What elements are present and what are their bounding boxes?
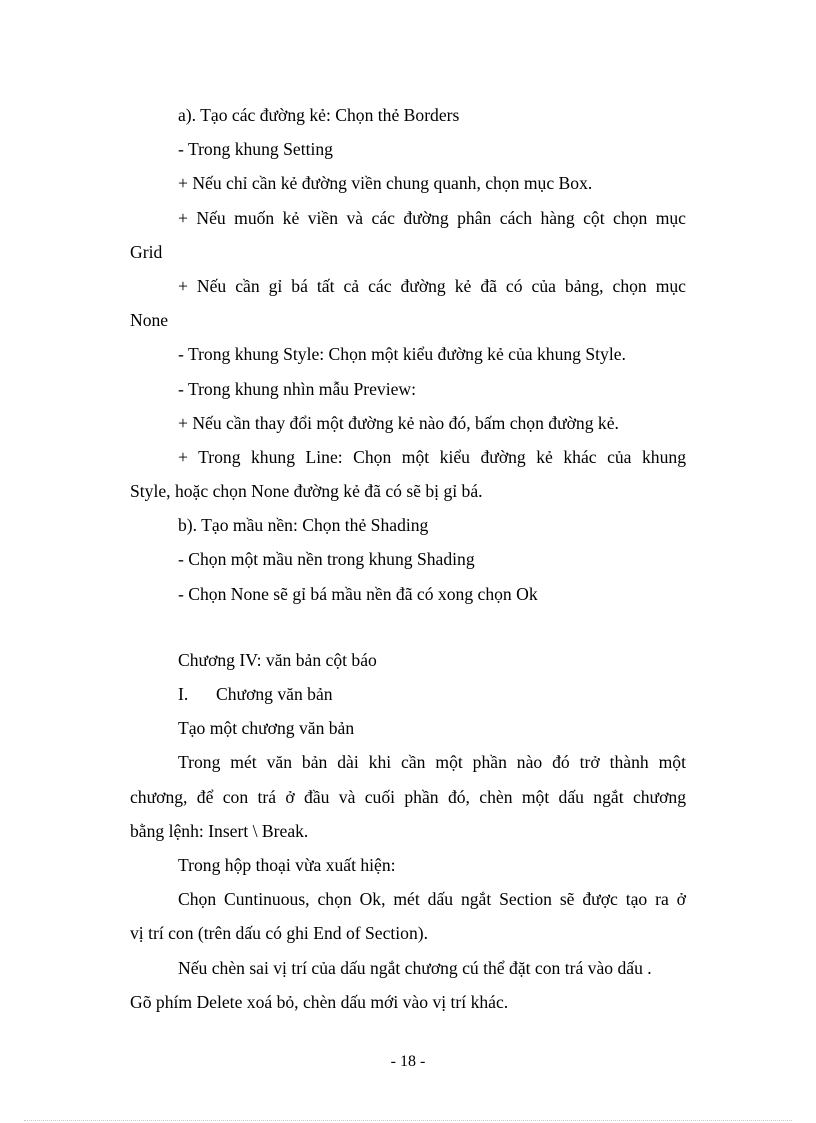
chapter-para-line1: Trong mét văn bản dài khi cần một phần nào đó trở thành một [178,752,686,773]
page-body [130,98,686,1019]
none-option-line1: + Nếu cần gỉ bá tất cả các đường kẻ đã có của bảng, chọn mục [178,275,686,296]
dialog-para: Trong hộp thoại vừa xuất hiện: [178,854,396,875]
chapter-para-line3: bằng lệnh: Insert \ Break. [130,820,309,841]
box-option: + Nếu chỉ cần kẻ đường viền chung quanh, chọn mục Box. [178,173,593,194]
subsection-title: Tạo một chương văn bản [178,718,355,739]
section-number: I. [178,684,189,704]
setting-item: - Trong khung Setting [178,139,333,160]
preview-item: - Trong khung nhìn mẫu Preview: [178,378,417,399]
shading-item: - Chọn một mầu nền trong khung Shading [178,549,475,570]
page-number: - 18 - [390,1053,426,1070]
change-line-option: + Nếu cần thay đổi một đường kẻ nào đó, bấm chọn đường kẻ. [178,412,619,433]
spacer [130,611,686,643]
grid-option-line2: Grid [130,241,163,262]
delete-para-line1: Nếu chèn sai vị trí của dấu ngắt chương cú thể đặt con trá vào dấu . [178,957,652,978]
line-option-line2: Style, hoặc chọn None đường kẻ đã có sẽ bị gỉ bá. [130,481,483,502]
style-item: - Trong khung Style: Chọn một kiểu đường kẻ của khung Style. [178,344,626,365]
delete-para-line2: Gõ phím Delete xoá bỏ, chèn dấu mới vào vị trí khác. [130,991,509,1012]
chapter-para-line2: chương, để con trá ở đầu và cuối phần đó, chèn một dấu ngắt chương [130,786,686,807]
grid-option-line1: + Nếu muốn kẻ viền và các đường phân cách hàng cột chọn mục [178,207,686,228]
page-bottom-divider [24,1120,792,1121]
continuous-para-line2: vị trí con (trên dấu có ghi End of Section). [130,923,429,944]
shading-none-item: - Chọn None sẽ gỉ bá mầu nền đã có xong chọn Ok [178,583,538,604]
section-title: Chương văn bản [216,684,333,704]
section-heading [130,677,686,711]
borders-heading: a). Tạo các đường kẻ: Chọn thẻ Borders [178,105,460,125]
chapter-title: Chương IV: văn bản cột báo [178,649,377,670]
none-option-line2: None [130,310,169,331]
continuous-para-line1: Chọn Cuntinuous, chọn Ok, mét dấu ngắt Section sẽ được tạo ra ở [178,889,686,910]
line-option-line1: + Trong khung Line: Chọn một kiểu đường kẻ khác của khung [178,446,686,467]
shading-heading: b). Tạo mầu nền: Chọn thẻ Shading [178,515,429,536]
